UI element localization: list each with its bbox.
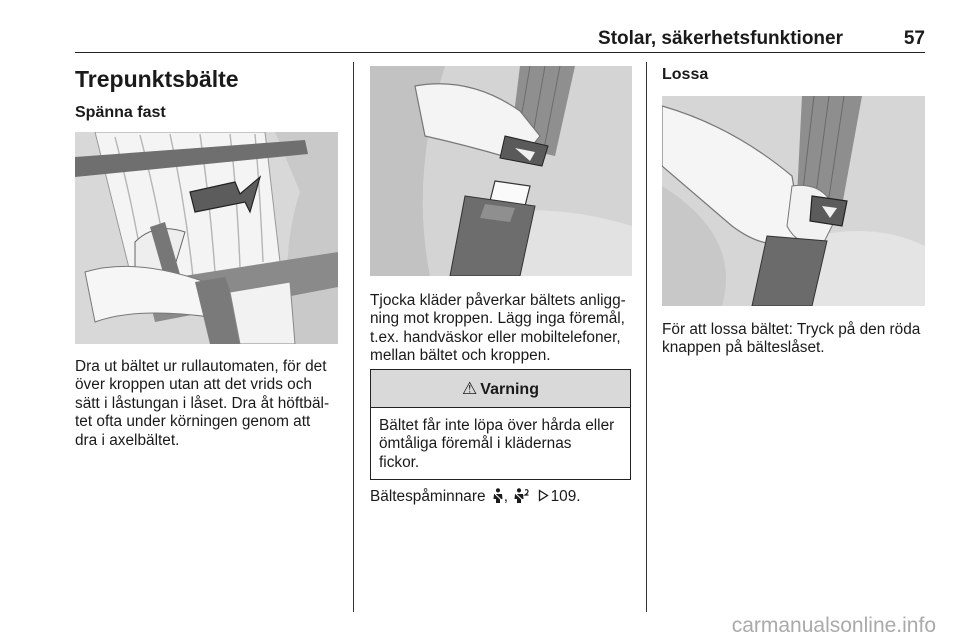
warning-triangle-icon: ⚠ — [462, 379, 478, 398]
page-header — [75, 28, 925, 53]
reminder-label: Bältespåminnare — [370, 488, 486, 505]
fasten-instructions: Dra ut bältet ur rullautomaten, för det över kroppen utan att det vrids och sätt i låstungan i låset. Dra åt höftbäl- tet ofta under körningen genom att dra i axelbältet. — [75, 358, 330, 449]
column-divider-2 — [646, 62, 647, 612]
figure-fasten-belt — [75, 132, 338, 344]
figure-release-belt — [662, 96, 925, 306]
header-title: Stolar, säkerhetsfunktioner — [598, 28, 843, 49]
release-instructions: För att lossa bältet: Tryck på den röda knappen på bälteslåset. — [662, 321, 921, 357]
page-number: 57 — [903, 28, 925, 49]
warning-title: Varning — [480, 381, 539, 398]
belt-reminder-reference — [370, 488, 581, 506]
figure-belt-buckle — [370, 66, 632, 276]
subheading-fasten: Spänna fast — [75, 104, 166, 121]
seatbelt-person-rear-icon — [514, 488, 531, 503]
seatbelt-person-icon — [492, 488, 504, 503]
warning-header — [371, 370, 630, 408]
warning-text: Bältet får inte löpa över hårda eller ömtåliga föremål i klädernas fickor. — [379, 417, 615, 471]
section-title: Trepunktsbälte — [75, 66, 239, 92]
column-divider-1 — [353, 62, 354, 612]
page-reference-arrow-icon — [538, 489, 549, 502]
subheading-release: Lossa — [662, 66, 709, 83]
warning-box — [370, 369, 631, 480]
reminder-separator: , — [503, 488, 509, 505]
reminder-page: 109. — [550, 488, 581, 505]
watermark: carmanualsonline.info — [731, 614, 936, 637]
clothing-advice: Tjocka kläder påverkar bältets anligg- ning mot kroppen. Lägg inga föremål, t.ex. handväskor eller mobiltelefoner, mellan bältet och kroppen. — [370, 292, 626, 365]
